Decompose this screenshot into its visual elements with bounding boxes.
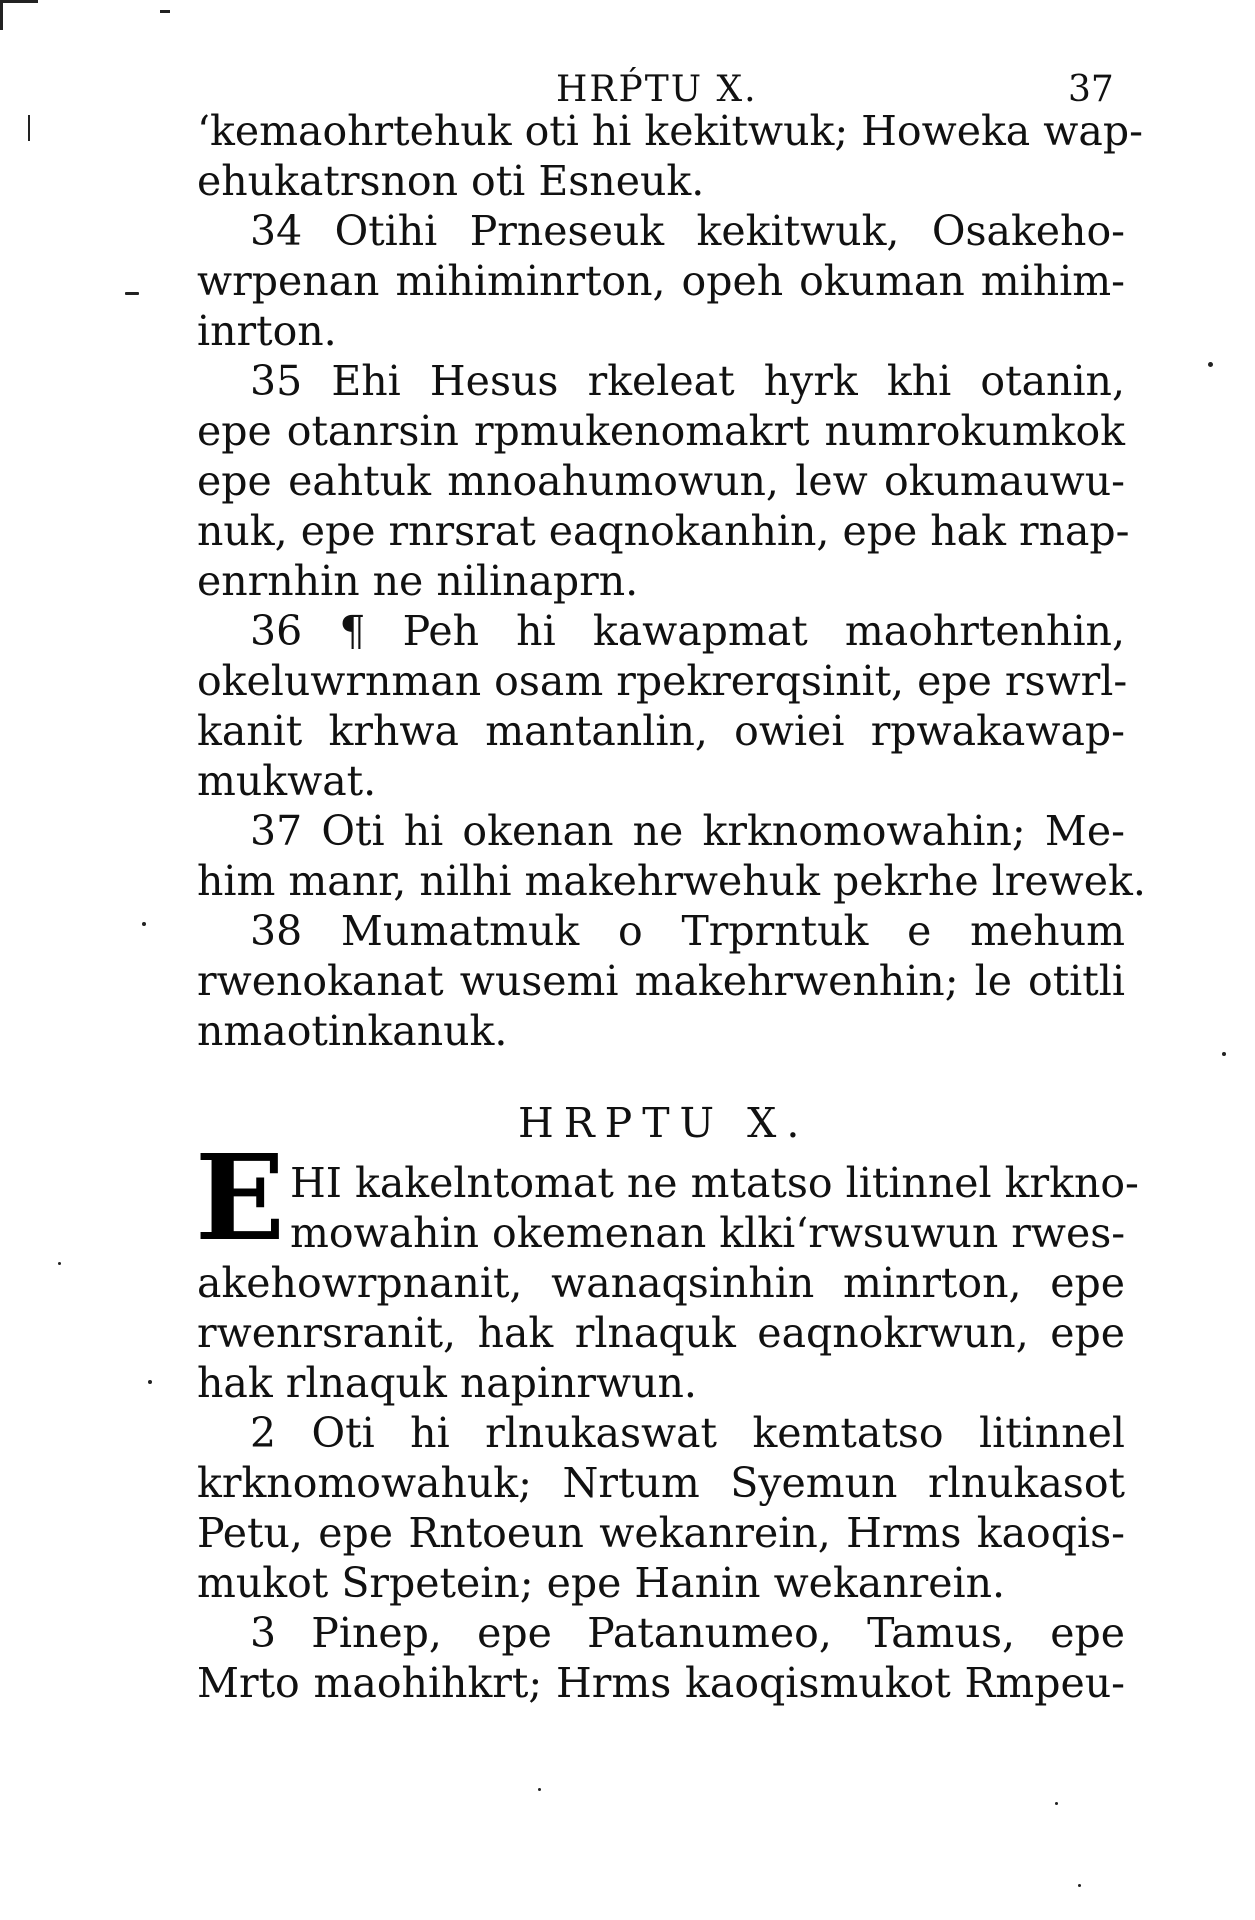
scan-edge-mark [160,10,170,13]
text-line: epe eahtuk mnoahumowun, lew okumauwu- [197,457,1125,505]
text-line: rwenokanat wusemi makehrwenhin; le otitli [197,957,1125,1005]
scan-edge-mark [0,0,3,30]
text-line: enrnhin ne nilinaprn. [197,557,639,605]
text-line: Mrto maohihkrt; Hrms kaoqismukot Rmpeu- [197,1659,1125,1707]
text-line: nuk, epe rnrsrat eaqnokanhin, epe hak rnap- [197,507,1130,555]
verse-36-line: 36 ¶ Peh hi kawapmat maohrtenhin, [250,607,1125,655]
print-speck [125,292,139,295]
text-line: akehowrpnanit, wanaqsinhin minrton, epe [197,1259,1125,1307]
print-speck [1222,1052,1226,1056]
verse-35-line: 35 Ehi Hesus rkeleat hyrk khi otanin, [250,357,1125,405]
verse-34-line: 34 Otihi Prneseuk kekitwuk, Osakeho- [250,207,1125,255]
text-line: hak rlnaquk napinrwun. [197,1359,697,1407]
verse-3-line: 3 Pinep, epe Patanumeo, Tamus, epe [250,1609,1125,1657]
print-speck [1078,1884,1081,1887]
verse-38-line: 38 Mumatmuk o Trprntuk e mehum [250,907,1125,955]
text-line: kanit krhwa mantanlin, owiei rpwakawap- [197,707,1125,755]
scan-edge-mark [0,0,38,3]
text-line: ehukatrsnon oti Esneuk. [197,157,705,205]
page-number: 37 [1068,69,1114,110]
text-line: mowahin okemenan klki‘rwsuwun rwes- [290,1209,1126,1257]
print-speck [58,1262,61,1265]
text-line: nmaotinkanuk. [197,1007,508,1055]
chapter-heading: HRPTU X. [518,1099,810,1147]
text-line: epe otanrsin rpmukenomakrt numrokumkok [197,407,1125,455]
print-speck [538,1788,541,1791]
text-line: him manr, nilhi makehrwehuk pekrhe lrewek. [197,857,1146,905]
text-line: HI kakelntomat ne mtatso litinnel krkno- [290,1159,1139,1207]
text-line: wrpenan mihiminrton, opeh okuman mihim- [197,257,1125,305]
text-line: Petu, epe Rntoeun wekanrein, Hrms kaoqis- [197,1509,1125,1557]
print-speck [148,1380,152,1384]
verse-37-line: 37 Oti hi okenan ne krknomowahin; Me- [250,807,1125,855]
print-speck [142,922,146,926]
print-speck [1208,362,1213,367]
print-speck [1055,1802,1058,1805]
text-line: inrton. [197,307,337,355]
scan-edge-mark [28,115,30,141]
drop-cap-letter: E [195,1128,285,1267]
text-line: ‘kemaohrtehuk oti hi kekitwuk; Howeka wap- [197,107,1143,155]
running-title: HRṔTU X. [556,69,758,110]
text-line: rwenrsranit, hak rlnaquk eaqnokrwun, epe [197,1309,1125,1357]
text-line: mukwat. [197,757,377,805]
verse-2-line: 2 Oti hi rlnukaswat kemtatso litinnel [250,1409,1125,1457]
text-line: okeluwrnman osam rpekrerqsinit, epe rswrl- [197,657,1128,705]
text-line: mukot Srpetein; epe Hanin wekanrein. [197,1559,1006,1607]
text-line: krknomowahuk; Nrtum Syemun rlnukasot [197,1459,1125,1507]
